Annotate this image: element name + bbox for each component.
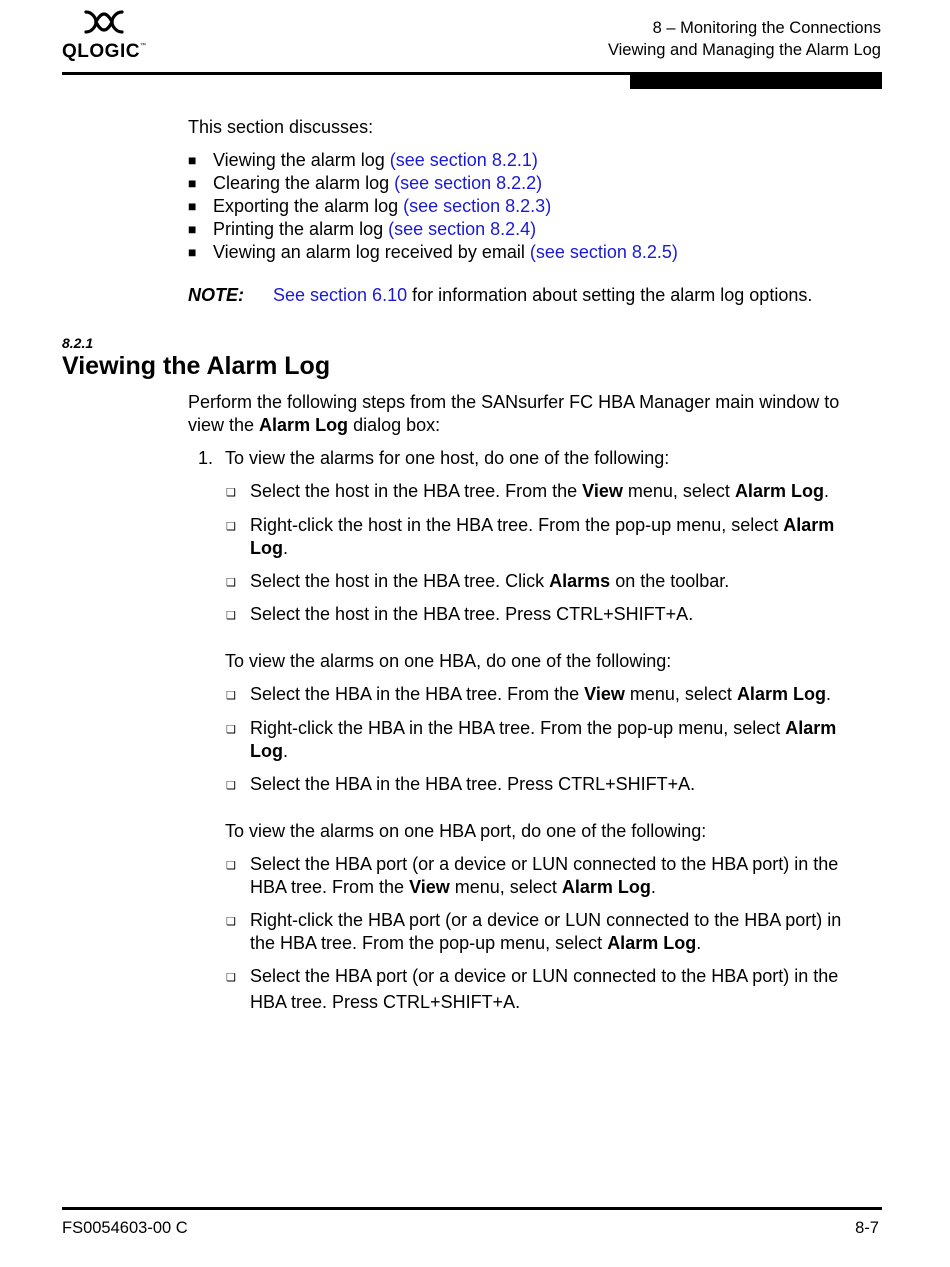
footer-rule [62, 1207, 882, 1210]
footer-page-number: 8-7 [855, 1219, 879, 1237]
square-bullet-icon: ■ [188, 221, 197, 237]
square-bullet-icon: ■ [188, 175, 197, 191]
list-item-continuation: HBA tree. Press CTRL+SHIFT+A. [250, 992, 521, 1012]
section-link[interactable]: (see section 8.2.3) [403, 196, 552, 216]
list-item: Select the host in the HBA tree. Press CTRL+SHIFT+A. [250, 604, 694, 624]
list-item-continuation: the HBA tree. From the pop-up menu, select Alarm Log. [250, 933, 702, 953]
qlogic-logo-icon [82, 8, 126, 38]
checkbox-bullet-icon: ❑ [226, 521, 236, 533]
list-item-continuation: Log. [250, 538, 289, 558]
list-item: Select the HBA port (or a device or LUN connected to the HBA port) in the [250, 966, 839, 986]
list-item: Select the HBA in the HBA tree. Press CTRL+SHIFT+A. [250, 774, 696, 794]
checkbox-bullet-icon: ❑ [226, 972, 236, 984]
checkbox-bullet-icon: ❑ [226, 780, 236, 792]
header-section: Viewing and Managing the Alarm Log [607, 41, 881, 59]
note-text: See section 6.10 for information about setting the alarm log options. [273, 285, 813, 305]
square-bullet-icon: ■ [188, 198, 197, 214]
list-item: Select the host in the HBA tree. Click Alarms on the toolbar. [250, 571, 730, 591]
step-number: 1. [198, 448, 214, 468]
list-item: Select the HBA port (or a device or LUN connected to the HBA port) in the [250, 854, 839, 874]
brand-name: QLOGIC™ [62, 41, 147, 62]
checkbox-bullet-icon: ❑ [226, 724, 236, 736]
header-tab-bar [630, 75, 882, 89]
list-item: Right-click the host in the HBA tree. From the pop-up menu, select Alarm [250, 515, 835, 535]
port-intro: To view the alarms on one HBA port, do one of the following: [225, 821, 707, 841]
intro-text: This section discusses: [188, 117, 374, 137]
section-link[interactable]: (see section 8.2.1) [389, 150, 538, 170]
list-item: Select the HBA in the HBA tree. From the View menu, select Alarm Log. [250, 684, 831, 704]
square-bullet-icon: ■ [188, 244, 197, 260]
note-label: NOTE: [188, 285, 244, 305]
list-item: Right-click the HBA in the HBA tree. From the pop-up menu, select Alarm [250, 718, 837, 738]
note-link[interactable]: See section 6.10 [273, 285, 408, 305]
list-item-continuation: HBA tree. From the View menu, select Alarm Log. [250, 877, 656, 897]
checkbox-bullet-icon: ❑ [226, 610, 236, 622]
section-intro-line1: Perform the following steps from the SANsurfer FC HBA Manager main window to [188, 392, 840, 412]
section-link[interactable]: (see section 8.2.2) [394, 173, 543, 193]
qlogic-logo [62, 8, 152, 64]
square-bullet-icon: ■ [188, 152, 197, 168]
section-intro-line2: view the Alarm Log dialog box: [188, 415, 441, 435]
section-link[interactable]: (see section 8.2.4) [388, 219, 537, 239]
checkbox-bullet-icon: ❑ [226, 577, 236, 589]
header-chapter: 8 – Monitoring the Connections [652, 19, 881, 37]
section-title: Viewing the Alarm Log [62, 352, 331, 380]
checkbox-bullet-icon: ❑ [226, 487, 236, 499]
hba-intro: To view the alarms on one HBA, do one of the following: [225, 651, 672, 671]
checkbox-bullet-icon: ❑ [226, 690, 236, 702]
section-number: 8.2.1 [62, 335, 94, 351]
footer-doc-id: FS0054603-00 C [62, 1219, 188, 1237]
step-text: To view the alarms for one host, do one of the following: [225, 448, 670, 468]
checkbox-bullet-icon: ❑ [226, 916, 236, 928]
list-item-continuation: Log. [250, 741, 289, 761]
list-item: Right-click the HBA port (or a device or LUN connected to the HBA port) in [250, 910, 842, 930]
list-item: Select the host in the HBA tree. From the View menu, select Alarm Log. [250, 481, 829, 501]
section-link[interactable]: (see section 8.2.5) [529, 242, 678, 262]
checkbox-bullet-icon: ❑ [226, 860, 236, 872]
